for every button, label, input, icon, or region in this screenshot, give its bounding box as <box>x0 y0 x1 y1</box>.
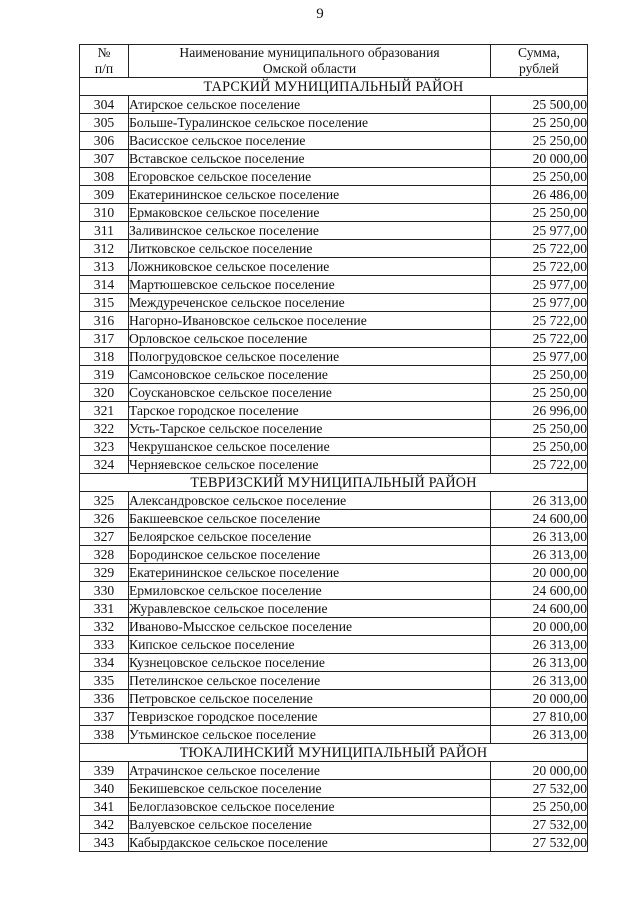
row-number: 335 <box>80 672 129 690</box>
table-row <box>80 366 588 384</box>
municipality-name: Усть-Тарское сельское поселение <box>129 420 491 438</box>
table-row <box>80 600 588 618</box>
municipality-name: Кузнецовское сельское поселение <box>129 654 491 672</box>
row-number: 321 <box>80 402 129 420</box>
table-row <box>80 330 588 348</box>
row-number: 305 <box>80 114 129 132</box>
header-sum-line1: Сумма, <box>518 45 560 60</box>
section-title: ТЮКАЛИНСКИЙ МУНИЦИПАЛЬНЫЙ РАЙОН <box>80 744 588 762</box>
table-row <box>80 816 588 834</box>
row-number: 342 <box>80 816 129 834</box>
header-number-line1: № <box>97 45 111 60</box>
municipality-name: Самсоновское сельское поселение <box>129 366 491 384</box>
table-row <box>80 726 588 744</box>
municipality-name: Атрачинское сельское поселение <box>129 762 491 780</box>
amount: 25 722,00 <box>491 258 588 276</box>
row-number: 341 <box>80 798 129 816</box>
municipality-name: Иваново-Мысское сельское поселение <box>129 618 491 636</box>
row-number: 307 <box>80 150 129 168</box>
row-number: 326 <box>80 510 129 528</box>
municipality-name: Заливинское сельское поселение <box>129 222 491 240</box>
table-row <box>80 798 588 816</box>
row-number: 315 <box>80 294 129 312</box>
table-row <box>80 492 588 510</box>
amount: 27 810,00 <box>491 708 588 726</box>
row-number: 325 <box>80 492 129 510</box>
table-row <box>80 384 588 402</box>
municipality-name: Ермиловское сельское поселение <box>129 582 491 600</box>
amount: 25 250,00 <box>491 114 588 132</box>
row-number: 334 <box>80 654 129 672</box>
amount: 25 250,00 <box>491 798 588 816</box>
table-row <box>80 780 588 798</box>
amount: 25 722,00 <box>491 240 588 258</box>
municipality-name: Чекрушанское сельское поселение <box>129 438 491 456</box>
amount: 24 600,00 <box>491 582 588 600</box>
row-number: 328 <box>80 546 129 564</box>
amount: 27 532,00 <box>491 834 588 852</box>
amount: 25 250,00 <box>491 132 588 150</box>
table-row <box>80 654 588 672</box>
municipality-name: Тевризское городское поселение <box>129 708 491 726</box>
table-row <box>80 528 588 546</box>
municipality-name: Больше-Туралинское сельское поселение <box>129 114 491 132</box>
amount: 25 722,00 <box>491 312 588 330</box>
amount: 25 722,00 <box>491 330 588 348</box>
municipality-name: Междуреченское сельское поселение <box>129 294 491 312</box>
amount: 27 532,00 <box>491 780 588 798</box>
municipality-name: Литковское сельское поселение <box>129 240 491 258</box>
row-number: 308 <box>80 168 129 186</box>
row-number: 304 <box>80 96 129 114</box>
municipality-name: Бородинское сельское поселение <box>129 546 491 564</box>
amount: 25 977,00 <box>491 222 588 240</box>
amount: 25 250,00 <box>491 168 588 186</box>
municipality-name: Тарское городское поселение <box>129 402 491 420</box>
row-number: 332 <box>80 618 129 636</box>
row-number: 343 <box>80 834 129 852</box>
row-number: 339 <box>80 762 129 780</box>
section-header-row <box>80 744 588 762</box>
table-row <box>80 618 588 636</box>
section-title: ТАРСКИЙ МУНИЦИПАЛЬНЫЙ РАЙОН <box>80 78 588 96</box>
municipality-name: Журавлевское сельское поселение <box>129 600 491 618</box>
table-row <box>80 762 588 780</box>
row-number: 320 <box>80 384 129 402</box>
amount: 26 313,00 <box>491 726 588 744</box>
amount: 26 486,00 <box>491 186 588 204</box>
table-row <box>80 240 588 258</box>
municipality-name: Петелинское сельское поселение <box>129 672 491 690</box>
row-number: 323 <box>80 438 129 456</box>
row-number: 322 <box>80 420 129 438</box>
amount: 25 722,00 <box>491 456 588 474</box>
header-name-line2: Омской области <box>262 61 357 76</box>
row-number: 314 <box>80 276 129 294</box>
table-row <box>80 402 588 420</box>
amount: 24 600,00 <box>491 510 588 528</box>
amount: 26 313,00 <box>491 672 588 690</box>
municipality-name: Васисское сельское поселение <box>129 132 491 150</box>
municipality-name: Белоглазовское сельское поселение <box>129 798 491 816</box>
municipality-name: Бекишевское сельское поселение <box>129 780 491 798</box>
table-row <box>80 690 588 708</box>
row-number: 319 <box>80 366 129 384</box>
row-number: 309 <box>80 186 129 204</box>
table-row <box>80 276 588 294</box>
municipality-name: Орловское сельское поселение <box>129 330 491 348</box>
table-row <box>80 96 588 114</box>
municipality-name: Александровское сельское поселение <box>129 492 491 510</box>
amount: 25 250,00 <box>491 366 588 384</box>
table-row <box>80 258 588 276</box>
municipality-name: Кабырдакское сельское поселение <box>129 834 491 852</box>
table-row <box>80 636 588 654</box>
row-number: 312 <box>80 240 129 258</box>
header-number-line2: п/п <box>94 61 114 76</box>
table-row <box>80 348 588 366</box>
table-row <box>80 456 588 474</box>
row-number: 331 <box>80 600 129 618</box>
row-number: 327 <box>80 528 129 546</box>
table-row <box>80 312 588 330</box>
municipality-name: Кипское сельское поселение <box>129 636 491 654</box>
municipality-name: Вставское сельское поселение <box>129 150 491 168</box>
municipality-name: Екатерининское сельское поселение <box>129 564 491 582</box>
municipality-name: Ложниковское сельское поселение <box>129 258 491 276</box>
table-row <box>80 114 588 132</box>
municipality-name: Ермаковское сельское поселение <box>129 204 491 222</box>
section-header-row <box>80 474 588 492</box>
row-number: 336 <box>80 690 129 708</box>
amount: 25 500,00 <box>491 96 588 114</box>
table-row <box>80 438 588 456</box>
row-number: 324 <box>80 456 129 474</box>
table-row <box>80 186 588 204</box>
row-number: 333 <box>80 636 129 654</box>
header-sum-line2: рублей <box>519 61 559 76</box>
municipality-name: Белоярское сельское поселение <box>129 528 491 546</box>
municipality-name: Петровское сельское поселение <box>129 690 491 708</box>
row-number: 340 <box>80 780 129 798</box>
amount: 25 977,00 <box>491 276 588 294</box>
table-row <box>80 294 588 312</box>
row-number: 310 <box>80 204 129 222</box>
amount: 27 532,00 <box>491 816 588 834</box>
table-body <box>80 78 588 852</box>
amount: 26 996,00 <box>491 402 588 420</box>
table-row <box>80 204 588 222</box>
amount: 20 000,00 <box>491 564 588 582</box>
amount: 20 000,00 <box>491 690 588 708</box>
amount: 26 313,00 <box>491 654 588 672</box>
section-title: ТЕВРИЗСКИЙ МУНИЦИПАЛЬНЫЙ РАЙОН <box>80 474 588 492</box>
amount: 26 313,00 <box>491 636 588 654</box>
row-number: 306 <box>80 132 129 150</box>
amount: 20 000,00 <box>491 762 588 780</box>
municipality-name: Мартюшевское сельское поселение <box>129 276 491 294</box>
amount: 25 250,00 <box>491 384 588 402</box>
page-number: 9 <box>316 6 324 22</box>
municipality-name: Соускановское сельское поселение <box>129 384 491 402</box>
amount: 25 250,00 <box>491 204 588 222</box>
amount: 26 313,00 <box>491 492 588 510</box>
row-number: 313 <box>80 258 129 276</box>
municipality-name: Нагорно-Ивановское сельское поселение <box>129 312 491 330</box>
header-number <box>80 45 129 78</box>
municipality-name: Екатерининское сельское поселение <box>129 186 491 204</box>
amount: 25 250,00 <box>491 438 588 456</box>
row-number: 317 <box>80 330 129 348</box>
header-name-line1: Наименование муниципального образования <box>179 45 440 60</box>
table-row <box>80 420 588 438</box>
amount: 24 600,00 <box>491 600 588 618</box>
table-row <box>80 150 588 168</box>
table-row <box>80 564 588 582</box>
table-row <box>80 222 588 240</box>
row-number: 316 <box>80 312 129 330</box>
municipality-name: Утьминское сельское поселение <box>129 726 491 744</box>
amount: 25 250,00 <box>491 420 588 438</box>
subsidy-table <box>79 44 588 852</box>
amount: 20 000,00 <box>491 150 588 168</box>
table-header <box>80 45 588 78</box>
municipality-name: Пологрудовское сельское поселение <box>129 348 491 366</box>
municipality-name: Валуевское сельское поселение <box>129 816 491 834</box>
row-number: 318 <box>80 348 129 366</box>
municipality-name: Черняевское сельское поселение <box>129 456 491 474</box>
row-number: 329 <box>80 564 129 582</box>
row-number: 330 <box>80 582 129 600</box>
amount: 25 977,00 <box>491 348 588 366</box>
row-number: 337 <box>80 708 129 726</box>
municipality-name: Бакшеевское сельское поселение <box>129 510 491 528</box>
table-row <box>80 546 588 564</box>
row-number: 311 <box>80 222 129 240</box>
header-name <box>129 45 491 78</box>
table-row <box>80 510 588 528</box>
table-row <box>80 132 588 150</box>
header-sum <box>491 45 588 78</box>
section-header-row <box>80 78 588 96</box>
amount: 20 000,00 <box>491 618 588 636</box>
amount: 25 977,00 <box>491 294 588 312</box>
municipality-name: Егоровское сельское поселение <box>129 168 491 186</box>
table-row <box>80 672 588 690</box>
table-row <box>80 834 588 852</box>
amount: 26 313,00 <box>491 546 588 564</box>
amount: 26 313,00 <box>491 528 588 546</box>
table-row <box>80 708 588 726</box>
table-row <box>80 582 588 600</box>
row-number: 338 <box>80 726 129 744</box>
municipality-name: Атирское сельское поселение <box>129 96 491 114</box>
table-row <box>80 168 588 186</box>
